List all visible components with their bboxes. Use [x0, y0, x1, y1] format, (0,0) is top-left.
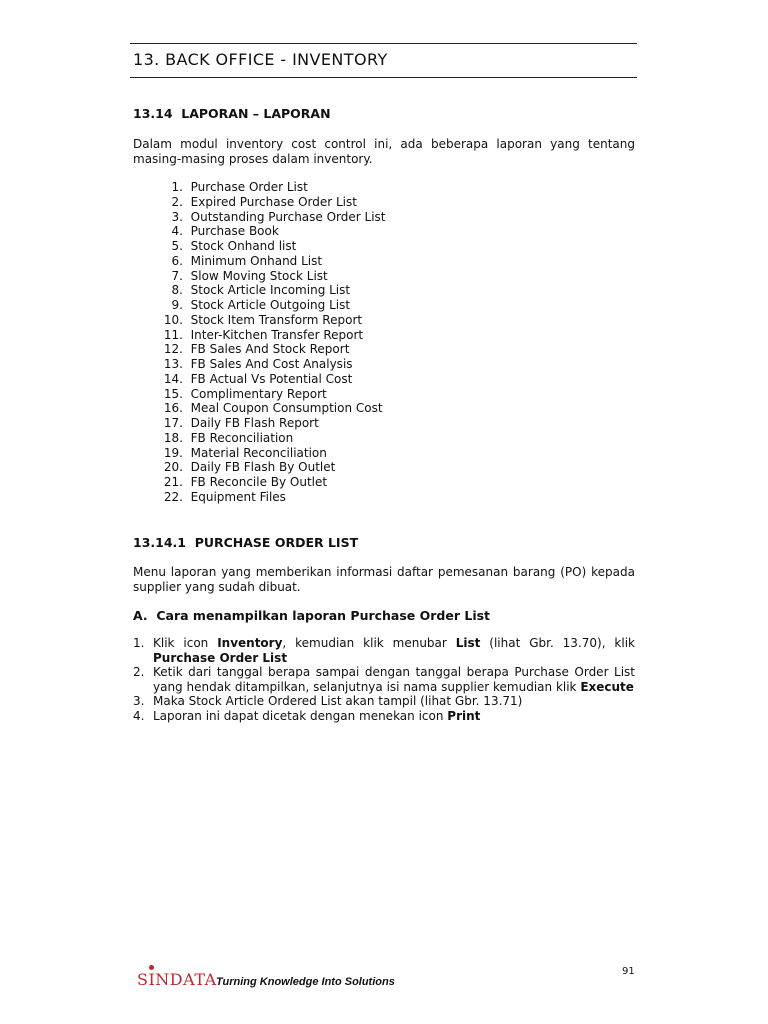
- report-item-number: 16.: [163, 401, 183, 416]
- report-item-label: Purchase Book: [190, 224, 279, 239]
- report-item-number: 6.: [171, 253, 183, 268]
- report-item-number: 11.: [163, 327, 183, 342]
- report-item-label: Equipment Files: [190, 489, 286, 504]
- report-item-label: Daily FB Flash By Outlet: [190, 460, 336, 475]
- step-number: 4.: [133, 708, 145, 723]
- step-text: Maka Stock Article Ordered List akan tampil (lihat Gbr. 13.71): [153, 694, 523, 708]
- report-list-item: [157, 372, 386, 387]
- report-item-number: 22.: [163, 489, 183, 504]
- report-item-number: 18.: [163, 430, 183, 445]
- report-item-number: 3.: [171, 209, 183, 224]
- report-list-item: [157, 328, 386, 343]
- report-item-label: Material Reconciliation: [190, 445, 327, 460]
- report-item-number: 20.: [163, 460, 183, 475]
- report-item-number: 2.: [171, 194, 183, 209]
- report-item-label: Stock Article Outgoing List: [190, 298, 351, 312]
- report-list-item: [157, 195, 386, 210]
- subsection-intro: Menu laporan yang memberikan informasi daftar pemesanan barang (PO) kepada supplier yang sudah dibuat.: [133, 565, 635, 594]
- report-list-item: [157, 416, 386, 431]
- step-emphasis: List: [455, 636, 481, 650]
- report-list-item: [157, 224, 386, 239]
- step-number: 1.: [133, 636, 145, 650]
- report-item-number: 14.: [163, 371, 183, 386]
- report-list-item: [157, 239, 386, 254]
- header-top-rule: [130, 43, 637, 44]
- report-item-number: 5.: [171, 239, 183, 253]
- report-list-item: [157, 401, 386, 416]
- section-intro: Dalam modul inventory cost control ini, ada beberapa laporan yang tentang masing-masing proses dalam inventory.: [133, 137, 635, 166]
- report-list-item: [157, 431, 386, 446]
- report-item-label: FB Reconciliation: [190, 430, 294, 445]
- step-emphasis: Purchase Order List: [153, 650, 288, 665]
- report-list-item: [157, 210, 386, 225]
- procedure-step: [133, 665, 635, 694]
- report-list: [157, 180, 386, 505]
- report-list-item: [157, 283, 386, 298]
- report-item-number: 1.: [171, 180, 183, 194]
- report-item-label: FB Sales And Cost Analysis: [190, 357, 353, 371]
- report-item-number: 4.: [171, 224, 183, 239]
- report-list-item: [157, 446, 386, 461]
- report-item-label: Slow Moving Stock List: [190, 268, 328, 283]
- header-bottom-rule: [130, 77, 637, 78]
- report-item-label: Stock Article Incoming List: [190, 283, 351, 298]
- step-text: (lihat Gbr. 13.70), klik: [480, 636, 635, 650]
- step-text: Klik icon: [153, 636, 218, 650]
- report-item-label: Minimum Onhand List: [190, 253, 323, 268]
- procedure-step: [133, 636, 635, 665]
- report-item-label: Stock Item Transform Report: [190, 312, 363, 327]
- report-item-number: 15.: [163, 386, 183, 401]
- report-item-number: 8.: [171, 283, 183, 298]
- report-item-number: 13.: [163, 357, 183, 371]
- report-item-label: Expired Purchase Order List: [190, 194, 357, 209]
- report-item-number: 9.: [171, 298, 183, 312]
- report-list-item: [157, 357, 386, 372]
- report-item-label: Complimentary Report: [190, 386, 327, 401]
- procedure-step: [133, 694, 635, 709]
- report-list-item: [157, 269, 386, 284]
- report-item-label: FB Sales And Stock Report: [190, 342, 350, 357]
- report-list-item: [157, 180, 386, 195]
- step-emphasis: Inventory: [217, 636, 283, 650]
- step-number: 3.: [133, 694, 145, 708]
- logo-dot-icon: [149, 965, 154, 970]
- chapter-title: 13. BACK OFFICE - INVENTORY: [133, 50, 388, 69]
- report-item-number: 19.: [163, 445, 183, 460]
- procedure-heading: A. Cara menampilkan laporan Purchase Order List: [133, 608, 491, 623]
- report-list-item: [157, 387, 386, 402]
- report-list-item: [157, 254, 386, 269]
- report-list-item: [157, 313, 386, 328]
- step-emphasis: Execute: [580, 679, 634, 694]
- report-item-number: 7.: [171, 268, 183, 283]
- sindata-logo: SI NDATA: [137, 970, 217, 989]
- report-item-number: 17.: [163, 416, 183, 430]
- step-emphasis: Print: [447, 708, 481, 723]
- step-number: 2.: [133, 665, 145, 679]
- procedure-step: [133, 709, 635, 724]
- report-item-label: Stock Onhand list: [190, 239, 297, 253]
- report-list-item: [157, 490, 386, 505]
- step-text: , kemudian klik menubar: [282, 636, 456, 650]
- report-item-label: Meal Coupon Consumption Cost: [190, 401, 383, 416]
- step-text: Ketik dari tanggal berapa sampai dengan tanggal berapa Purchase Order List yang hendak ditampilkan, selanjutnya isi nama supplier kemudian klik: [153, 665, 635, 694]
- report-list-item: [157, 475, 386, 490]
- report-item-label: Purchase Order List: [190, 180, 308, 194]
- procedure-steps: [133, 636, 635, 723]
- report-list-item: [157, 460, 386, 475]
- section-heading: 13.14 LAPORAN – LAPORAN: [133, 106, 331, 121]
- report-item-number: 12.: [163, 342, 183, 357]
- report-item-label: Inter-Kitchen Transfer Report: [190, 327, 364, 342]
- page-number: 91: [622, 966, 635, 977]
- report-list-item: [157, 298, 386, 313]
- report-item-number: 21.: [163, 475, 183, 489]
- report-item-label: FB Reconcile By Outlet: [190, 475, 328, 489]
- report-list-item: [157, 342, 386, 357]
- report-item-label: Outstanding Purchase Order List: [190, 209, 386, 224]
- report-item-label: FB Actual Vs Potential Cost: [190, 371, 353, 386]
- report-item-label: Daily FB Flash Report: [190, 416, 319, 430]
- report-item-number: 10.: [163, 312, 183, 327]
- subsection-heading: 13.14.1 PURCHASE ORDER LIST: [133, 535, 359, 550]
- step-text: Laporan ini dapat dicetak dengan menekan icon: [153, 708, 448, 723]
- footer-tagline: Turning Knowledge Into Solutions: [216, 976, 395, 988]
